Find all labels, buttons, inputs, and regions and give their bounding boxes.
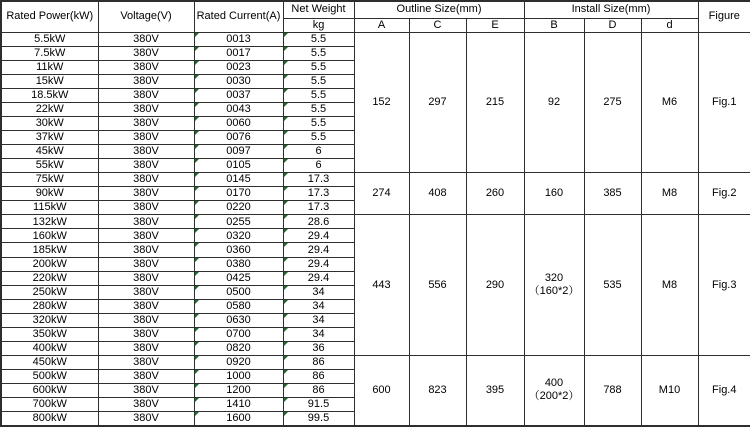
cell-rated-power: 185kW: [1, 243, 98, 257]
cell-voltage: 380V: [98, 32, 194, 46]
cell-voltage: 380V: [98, 355, 194, 369]
cell-rated-power: 160kW: [1, 229, 98, 243]
cell-net-weight: 34: [283, 299, 354, 313]
cell-rated-power: 18.5kW: [1, 88, 98, 102]
cell-rated-current: 1000: [194, 370, 283, 384]
cell-voltage: 380V: [98, 60, 194, 74]
table-row: [1, 355, 750, 369]
cell-voltage: 380V: [98, 243, 194, 257]
cell-install-d: 535: [584, 215, 641, 356]
cell-install-b-line: 92: [547, 95, 561, 108]
cell-net-weight: 29.4: [283, 271, 354, 285]
cell-voltage: 380V: [98, 271, 194, 285]
cell-voltage: 380V: [98, 46, 194, 60]
header-figure: Figure: [698, 1, 750, 32]
cell-net-weight: 5.5: [283, 60, 354, 74]
cell-rated-current: 1600: [194, 412, 283, 426]
cell-net-weight: 86: [283, 384, 354, 398]
header-install-d: D: [584, 18, 641, 32]
cell-rated-current: 0630: [194, 313, 283, 327]
cell-install-d-small: M8: [641, 173, 698, 215]
cell-install-b: [524, 173, 584, 215]
cell-rated-current: 0500: [194, 285, 283, 299]
cell-install-d: 385: [584, 173, 641, 215]
header-rated-power: Rated Power(kW): [1, 1, 98, 32]
cell-voltage: 380V: [98, 299, 194, 313]
header-outline-e: E: [466, 18, 524, 32]
header-outline-a: A: [354, 18, 409, 32]
table-header: [1, 1, 750, 32]
spec-table-body: [1, 32, 750, 426]
cell-rated-power: 280kW: [1, 299, 98, 313]
cell-rated-power: 75kW: [1, 173, 98, 187]
cell-install-d: 788: [584, 355, 641, 426]
cell-rated-current: 1410: [194, 398, 283, 412]
header-rated-current: Rated Current(A): [194, 1, 283, 32]
cell-net-weight: 36: [283, 341, 354, 355]
cell-net-weight: 5.5: [283, 88, 354, 102]
cell-rated-current: 0820: [194, 341, 283, 355]
cell-net-weight: 6: [283, 145, 354, 159]
cell-rated-current: 0017: [194, 46, 283, 60]
cell-rated-current: 0170: [194, 187, 283, 201]
cell-outline-e: 260: [466, 173, 524, 215]
cell-outline-a: 274: [354, 173, 409, 215]
cell-voltage: 380V: [98, 370, 194, 384]
cell-net-weight: 17.3: [283, 173, 354, 187]
cell-voltage: 380V: [98, 88, 194, 102]
cell-outline-c: 408: [409, 173, 466, 215]
cell-outline-a: 152: [354, 32, 409, 173]
cell-voltage: 380V: [98, 257, 194, 271]
cell-rated-power: 37kW: [1, 130, 98, 144]
cell-outline-a: 443: [354, 215, 409, 356]
cell-rated-current: 0920: [194, 355, 283, 369]
cell-rated-current: 0145: [194, 173, 283, 187]
cell-install-b: [524, 355, 584, 426]
cell-rated-current: 0060: [194, 116, 283, 130]
cell-rated-power: 15kW: [1, 74, 98, 88]
cell-rated-power: 700kW: [1, 398, 98, 412]
cell-voltage: 380V: [98, 313, 194, 327]
cell-install-d-small: M10: [641, 355, 698, 426]
cell-rated-current: 0043: [194, 102, 283, 116]
cell-rated-current: 0220: [194, 201, 283, 215]
cell-figure: Fig.3: [698, 215, 750, 356]
cell-voltage: 380V: [98, 159, 194, 173]
cell-rated-current: 0320: [194, 229, 283, 243]
header-outline-c: C: [409, 18, 466, 32]
cell-rated-power: 350kW: [1, 327, 98, 341]
cell-net-weight: 99.5: [283, 412, 354, 426]
cell-voltage: 380V: [98, 215, 194, 229]
cell-net-weight: 5.5: [283, 74, 354, 88]
cell-voltage: 380V: [98, 102, 194, 116]
cell-voltage: 380V: [98, 412, 194, 426]
cell-rated-power: 400kW: [1, 341, 98, 355]
cell-rated-power: 800kW: [1, 412, 98, 426]
cell-outline-e: 395: [466, 355, 524, 426]
header-net-weight-unit: kg: [283, 18, 354, 32]
cell-rated-current: 0380: [194, 257, 283, 271]
cell-voltage: 380V: [98, 229, 194, 243]
cell-install-b-line: 400: [544, 377, 564, 390]
cell-install-d-small: M8: [641, 215, 698, 356]
cell-rated-power: 45kW: [1, 145, 98, 159]
cell-voltage: 380V: [98, 341, 194, 355]
cell-install-b: [524, 32, 584, 173]
cell-install-b-line: （160*2）: [528, 285, 580, 298]
cell-outline-a: 600: [354, 355, 409, 426]
cell-install-d: 275: [584, 32, 641, 173]
cell-rated-current: 0425: [194, 271, 283, 285]
cell-rated-current: 0023: [194, 60, 283, 74]
cell-voltage: 380V: [98, 201, 194, 215]
cell-outline-c: 556: [409, 215, 466, 356]
cell-net-weight: 5.5: [283, 130, 354, 144]
cell-net-weight: 5.5: [283, 46, 354, 60]
cell-rated-current: 0030: [194, 74, 283, 88]
cell-voltage: 380V: [98, 74, 194, 88]
cell-net-weight: 17.3: [283, 187, 354, 201]
cell-rated-power: 250kW: [1, 285, 98, 299]
cell-install-b-line: 320: [544, 272, 564, 285]
cell-net-weight: 6: [283, 159, 354, 173]
table-row: [1, 173, 750, 187]
cell-voltage: 380V: [98, 327, 194, 341]
cell-net-weight: 34: [283, 327, 354, 341]
cell-rated-power: 320kW: [1, 313, 98, 327]
cell-net-weight: 28.6: [283, 215, 354, 229]
cell-rated-power: 132kW: [1, 215, 98, 229]
cell-net-weight: 34: [283, 285, 354, 299]
cell-rated-current: 0097: [194, 145, 283, 159]
table-row: [1, 32, 750, 46]
header-install-size: Install Size(mm): [524, 1, 698, 18]
cell-install-b: [524, 215, 584, 356]
cell-install-b-line: 160: [544, 187, 564, 200]
header-outline-size: Outline Size(mm): [354, 1, 524, 18]
cell-net-weight: 17.3: [283, 201, 354, 215]
cell-net-weight: 34: [283, 313, 354, 327]
cell-voltage: 380V: [98, 173, 194, 187]
cell-voltage: 380V: [98, 130, 194, 144]
cell-outline-e: 290: [466, 215, 524, 356]
cell-voltage: 380V: [98, 145, 194, 159]
cell-rated-power: 55kW: [1, 159, 98, 173]
cell-rated-power: 11kW: [1, 60, 98, 74]
cell-net-weight: 29.4: [283, 243, 354, 257]
cell-net-weight: 86: [283, 355, 354, 369]
cell-net-weight: 29.4: [283, 229, 354, 243]
header-voltage: Voltage(V): [98, 1, 194, 32]
table-row: [1, 215, 750, 229]
cell-net-weight: 5.5: [283, 116, 354, 130]
cell-rated-power: 220kW: [1, 271, 98, 285]
cell-rated-power: 5.5kW: [1, 32, 98, 46]
header-net-weight: Net Weight: [283, 1, 354, 18]
cell-net-weight: 29.4: [283, 257, 354, 271]
cell-rated-power: 22kW: [1, 102, 98, 116]
cell-rated-current: 1200: [194, 384, 283, 398]
cell-figure: Fig.2: [698, 173, 750, 215]
cell-rated-current: 0076: [194, 130, 283, 144]
cell-voltage: 380V: [98, 384, 194, 398]
cell-install-d-small: M6: [641, 32, 698, 173]
cell-rated-current: 0105: [194, 159, 283, 173]
cell-rated-power: 200kW: [1, 257, 98, 271]
cell-figure: Fig.1: [698, 32, 750, 173]
cell-voltage: 380V: [98, 187, 194, 201]
cell-rated-current: 0255: [194, 215, 283, 229]
cell-rated-current: 0360: [194, 243, 283, 257]
cell-rated-current: 0037: [194, 88, 283, 102]
cell-rated-current: 0700: [194, 327, 283, 341]
cell-rated-power: 115kW: [1, 201, 98, 215]
cell-rated-current: 0013: [194, 32, 283, 46]
cell-net-weight: 91.5: [283, 398, 354, 412]
cell-voltage: 380V: [98, 285, 194, 299]
cell-rated-power: 90kW: [1, 187, 98, 201]
cell-outline-c: 823: [409, 355, 466, 426]
header-install-d-small: d: [641, 18, 698, 32]
cell-figure: Fig.4: [698, 355, 750, 426]
cell-rated-current: 0580: [194, 299, 283, 313]
cell-voltage: 380V: [98, 398, 194, 412]
cell-outline-c: 297: [409, 32, 466, 173]
cell-outline-e: 215: [466, 32, 524, 173]
cell-rated-power: 450kW: [1, 355, 98, 369]
cell-rated-power: 30kW: [1, 116, 98, 130]
header-install-b: B: [524, 18, 584, 32]
cell-install-b-line: （200*2）: [528, 390, 580, 403]
cell-voltage: 380V: [98, 116, 194, 130]
cell-rated-power: 600kW: [1, 384, 98, 398]
cell-rated-power: 500kW: [1, 370, 98, 384]
cell-rated-power: 7.5kW: [1, 46, 98, 60]
cell-net-weight: 86: [283, 370, 354, 384]
cell-net-weight: 5.5: [283, 102, 354, 116]
cell-net-weight: 5.5: [283, 32, 354, 46]
